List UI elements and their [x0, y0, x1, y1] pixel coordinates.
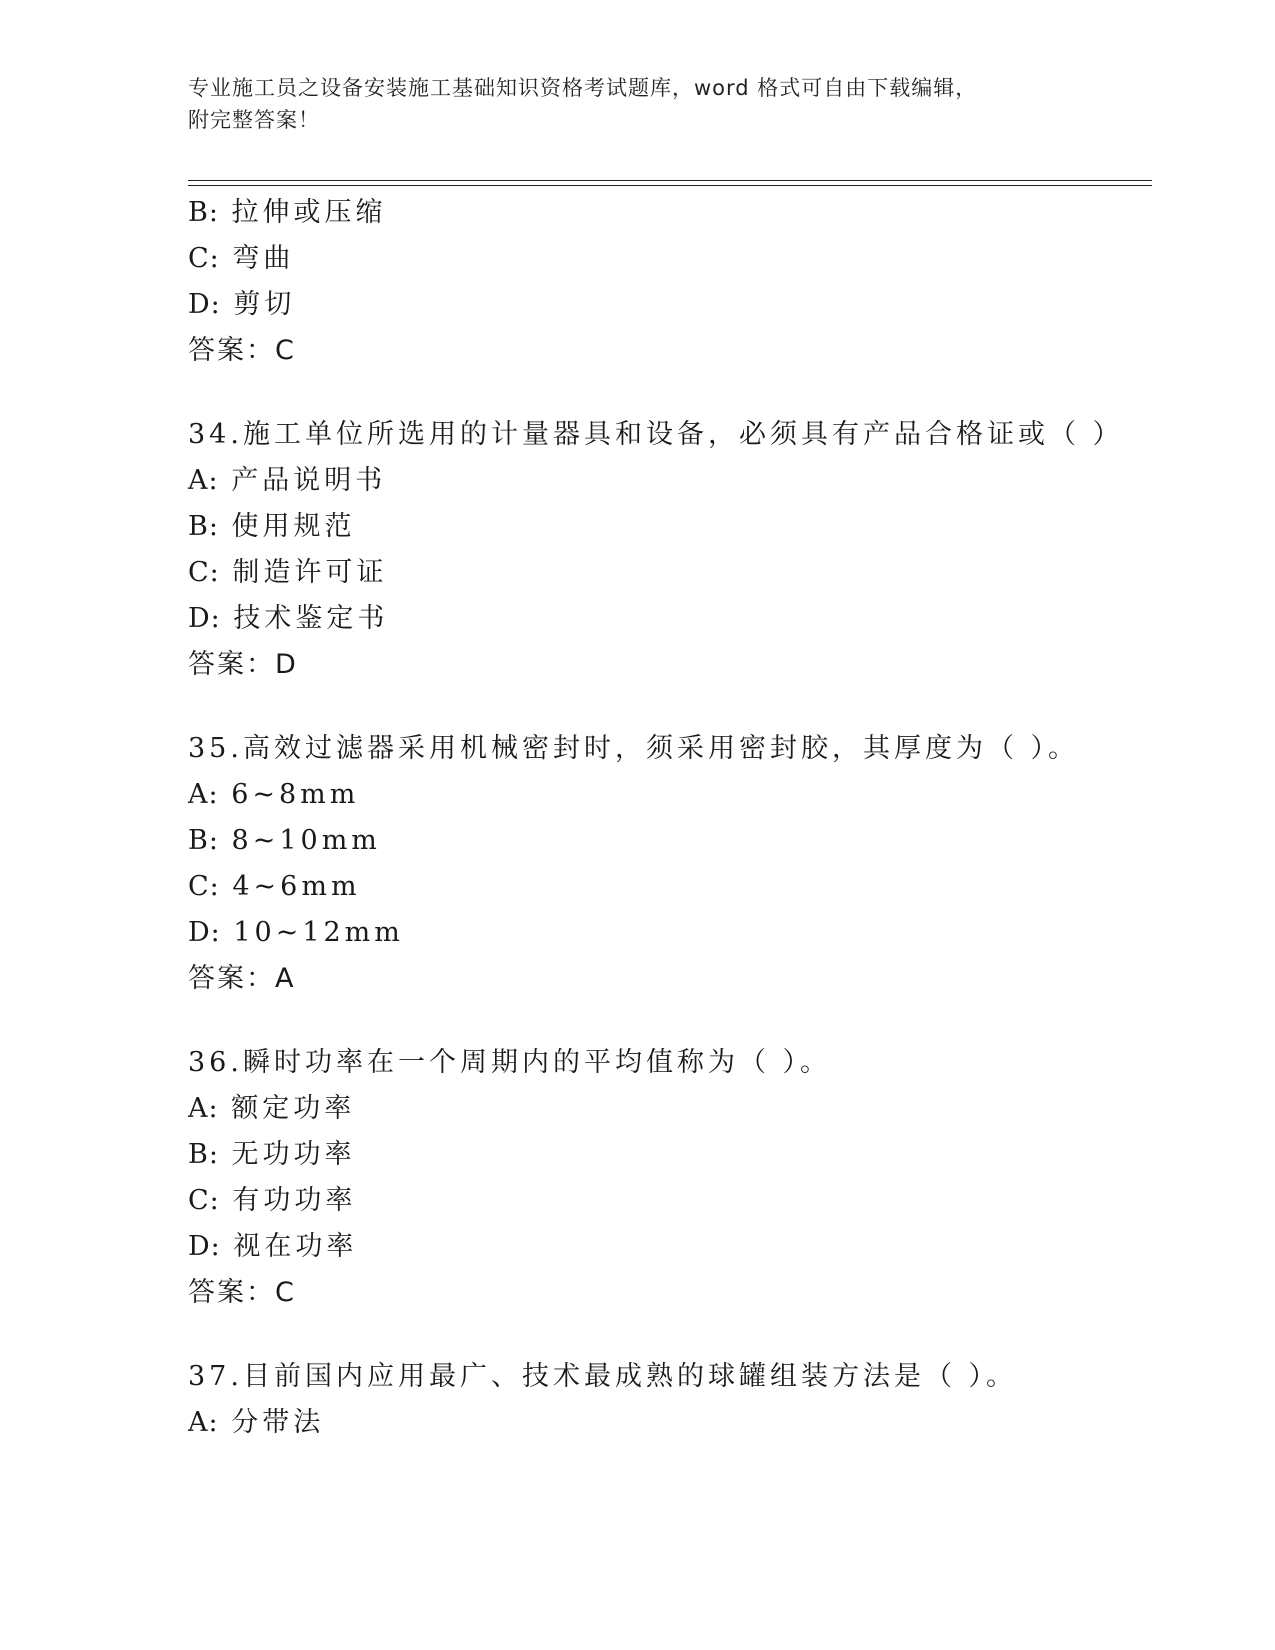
- option-label: B:: [188, 511, 219, 542]
- option-text: 剪切: [233, 289, 296, 320]
- option-label: A:: [188, 1093, 219, 1124]
- option-text: 8~10mm: [231, 825, 381, 856]
- option-c: [188, 550, 1148, 596]
- option-b: [188, 190, 1148, 236]
- option-label: B:: [188, 825, 219, 856]
- option-text: 产品说明书: [231, 465, 387, 496]
- option-label: B:: [188, 1139, 219, 1170]
- question-stem: 36.瞬时功率在一个周期内的平均值称为（ ）。: [188, 1047, 832, 1078]
- option-label: D:: [188, 1231, 221, 1262]
- option-text: 视在功率: [233, 1231, 358, 1262]
- option-label: A:: [188, 1407, 219, 1438]
- answer-line: 答案：A: [188, 963, 296, 994]
- question-list: [188, 190, 1148, 1446]
- header-divider-bottom: [188, 185, 1152, 186]
- option-text: 额定功率: [231, 1093, 356, 1124]
- option-label: D:: [188, 917, 221, 948]
- option-text: 拉伸或压缩: [231, 197, 387, 228]
- question-stem: 37.目前国内应用最广、技术最成熟的球罐组装方法是（ ）。: [188, 1361, 1018, 1392]
- option-text: 无功功率: [231, 1139, 356, 1170]
- question-34: [188, 412, 1148, 688]
- option-label: A:: [188, 465, 219, 496]
- option-label: C:: [188, 557, 220, 588]
- option-a: [188, 772, 1148, 818]
- option-label: C:: [188, 871, 220, 902]
- question-35: [188, 726, 1148, 1002]
- option-label: A:: [188, 779, 219, 810]
- option-text: 弯曲: [232, 243, 295, 274]
- option-d: [188, 596, 1148, 642]
- question-stem: 35.高效过滤器采用机械密封时，须采用密封胶，其厚度为（ ）。: [188, 733, 1080, 764]
- option-text: 使用规范: [231, 511, 356, 542]
- option-b: [188, 1132, 1148, 1178]
- option-d: [188, 282, 1148, 328]
- question-36: [188, 1040, 1148, 1316]
- option-label: C:: [188, 1185, 220, 1216]
- option-text: 10~12mm: [233, 917, 404, 948]
- option-c: [188, 864, 1148, 910]
- option-text: 制造许可证: [232, 557, 388, 588]
- option-b: [188, 818, 1148, 864]
- option-text: 技术鉴定书: [233, 603, 389, 634]
- option-d: [188, 910, 1148, 956]
- document-header: [188, 72, 1068, 136]
- header-line-1: 专业施工员之设备安装施工基础知识资格考试题库，word 格式可自由下载编辑，: [188, 76, 978, 100]
- header-line-2: 附完整答案！: [188, 108, 320, 132]
- option-c: [188, 1178, 1148, 1224]
- option-a: [188, 1400, 1148, 1446]
- option-text: 分带法: [231, 1407, 325, 1438]
- question-stem: 34.施工单位所选用的计量器具和设备，必须具有产品合格证或（ ）: [188, 419, 1124, 450]
- option-b: [188, 504, 1148, 550]
- option-text: 6~8mm: [231, 779, 360, 810]
- question-37: [188, 1354, 1148, 1446]
- option-d: [188, 1224, 1148, 1270]
- answer-line: 答案：C: [188, 335, 296, 366]
- prev-question: [188, 190, 1148, 374]
- option-a: [188, 458, 1148, 504]
- option-label: B:: [188, 197, 219, 228]
- answer-line: 答案：D: [188, 649, 298, 680]
- answer-line: 答案：C: [188, 1277, 296, 1308]
- option-label: D:: [188, 603, 221, 634]
- header-divider-top: [188, 180, 1152, 181]
- option-text: 有功功率: [232, 1185, 357, 1216]
- option-label: D:: [188, 289, 221, 320]
- option-text: 4~6mm: [232, 871, 361, 902]
- option-c: [188, 236, 1148, 282]
- option-a: [188, 1086, 1148, 1132]
- option-label: C:: [188, 243, 220, 274]
